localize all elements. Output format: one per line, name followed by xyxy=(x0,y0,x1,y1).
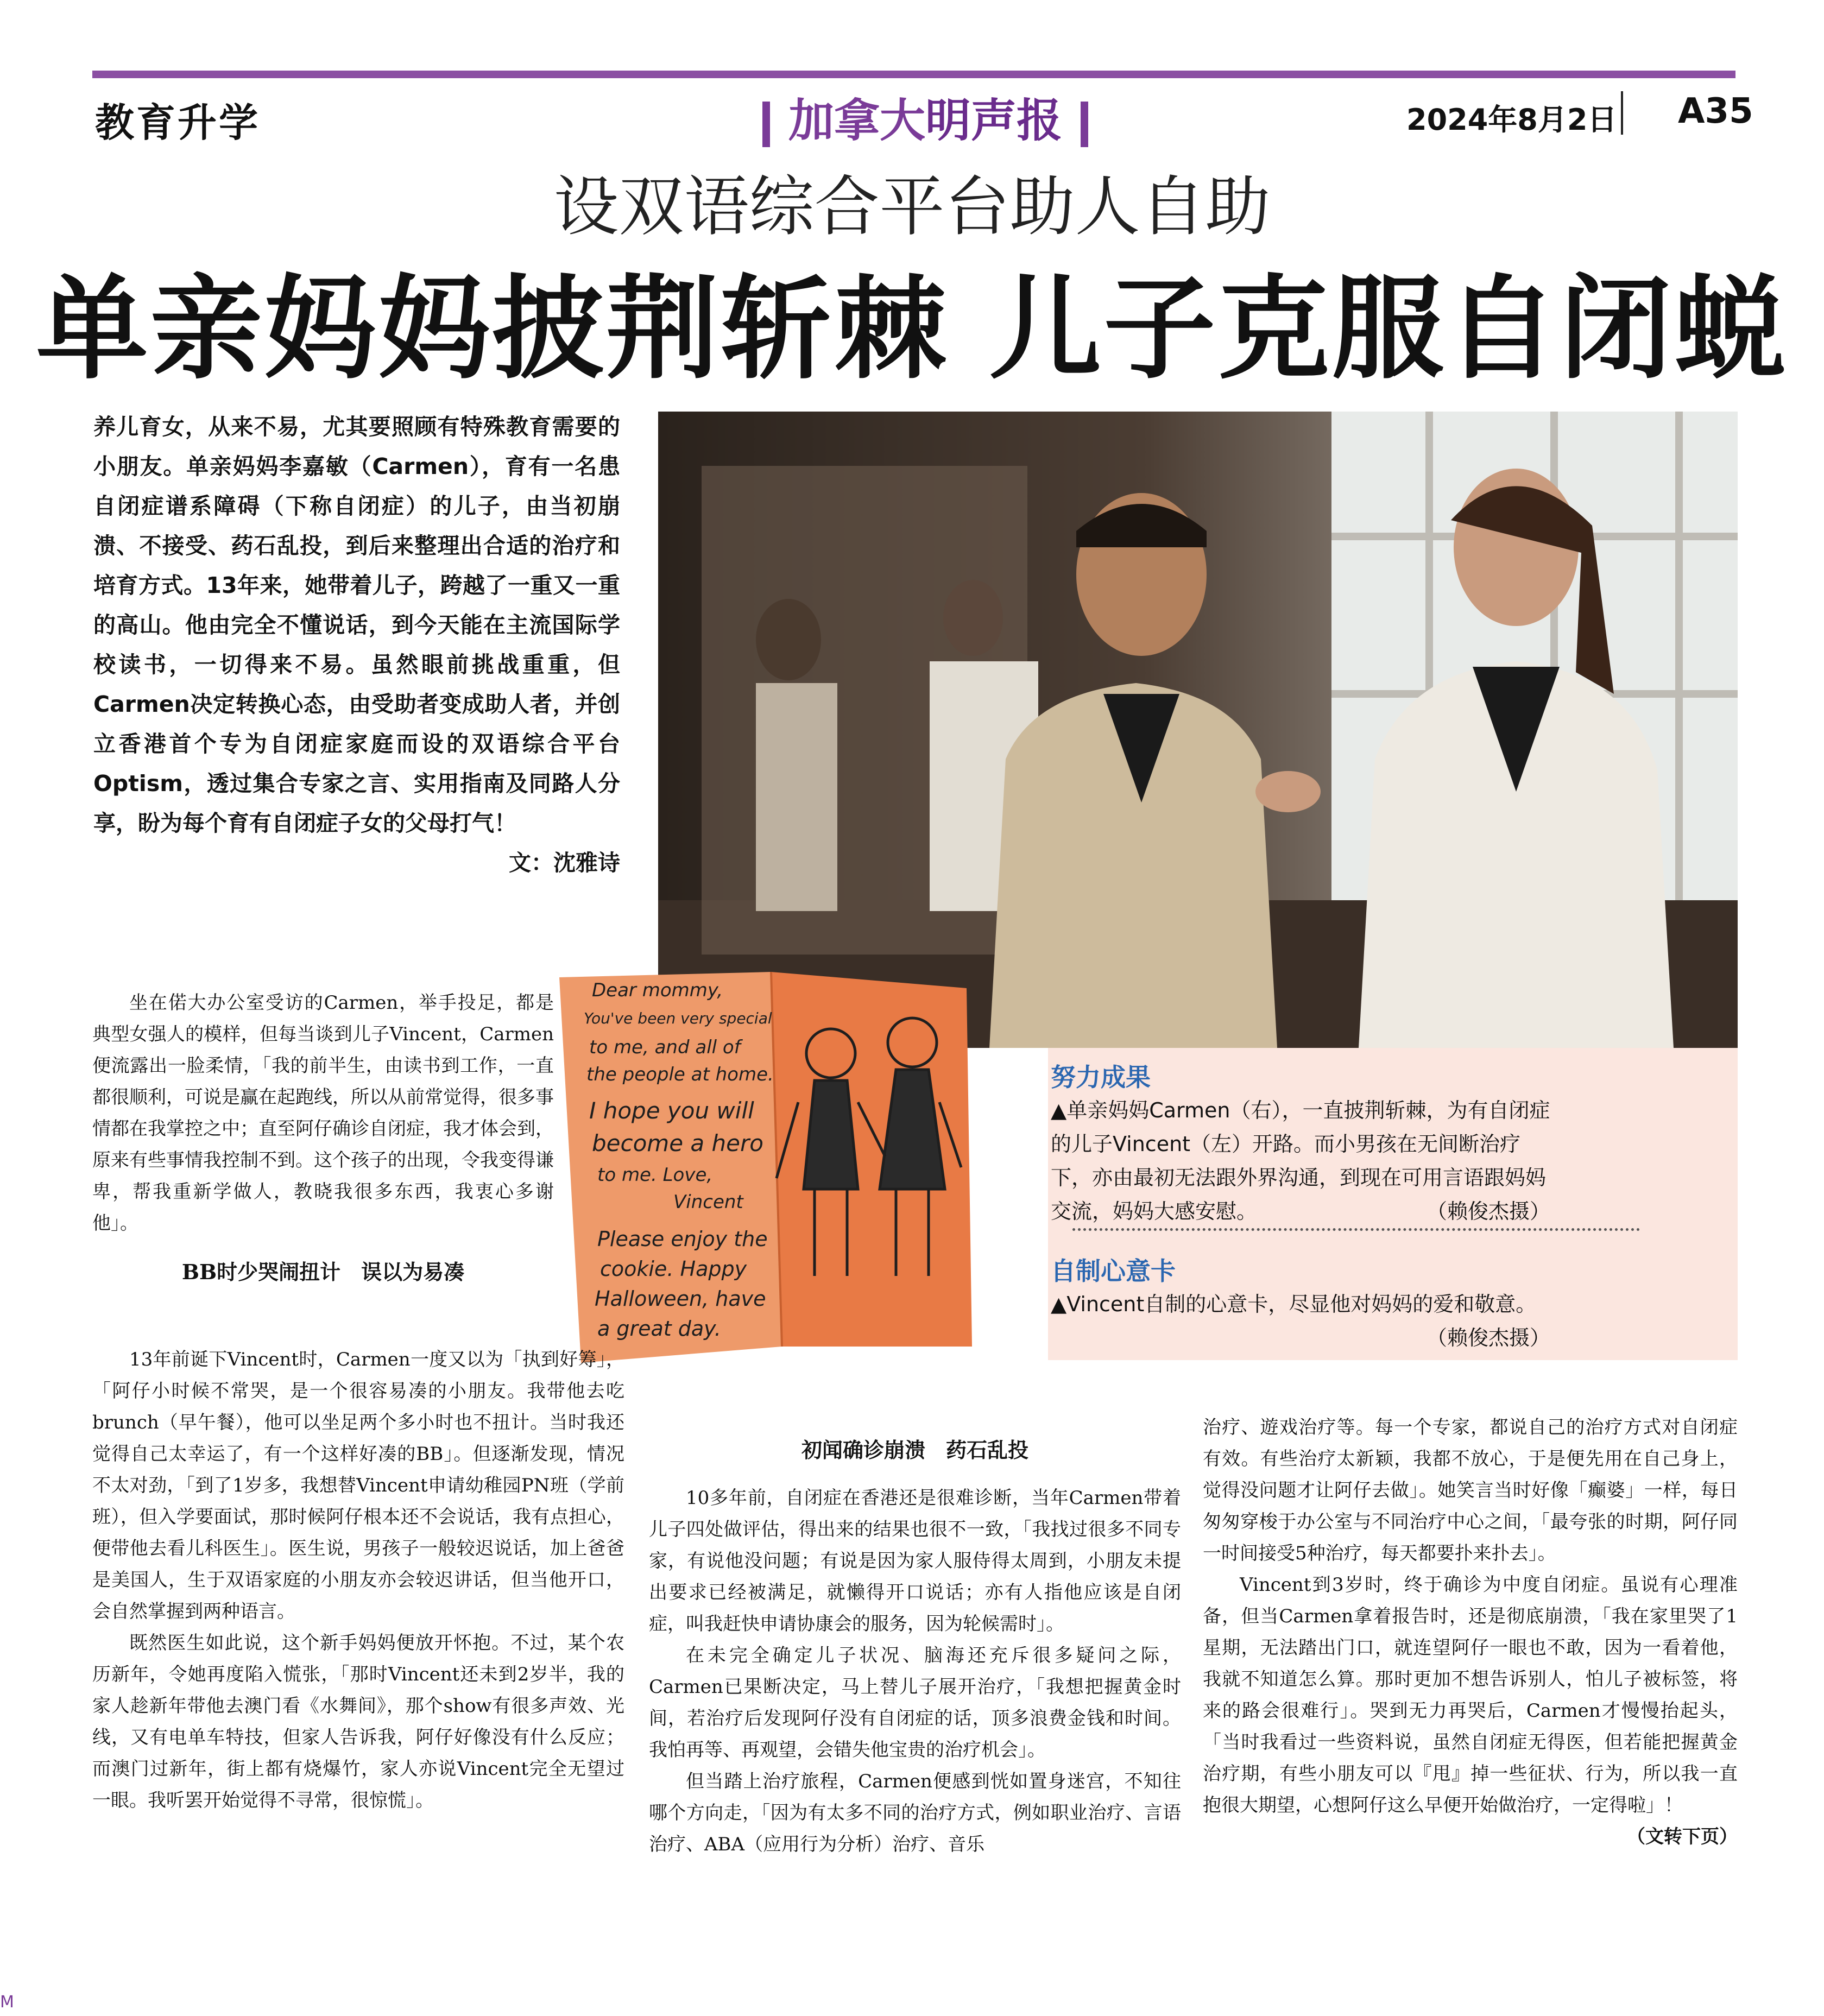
body-paragraph: 治疗、遊戏治疗等。每一个专家，都说自己的治疗方式对自闭症有效。有些治疗太新颖，我都不放心，于是便先用在自己身上，觉得没问题才让阿仔去做」。她笑言当时好像「癫婆」一样，每日匆匆穿梭于办公室与不同治疗中心之间，「最夸张的时期，阿仔同一时间接受5种治疗，每天都要扑来扑去」。 xyxy=(1203,1417,1738,1564)
page-number: A35 xyxy=(1678,91,1753,131)
photo-credit: （赖俊杰摄） xyxy=(1426,1199,1550,1223)
section-title: 教育升学 xyxy=(95,99,261,146)
body-paragraph: Vincent到3岁时，终于确诊为中度自闭症。虽说有心理准备，但当Carmen拿着报告时，还是彻底崩溃，「我在家里哭了1星期，无法踏出门口，就连望阿仔一眼也不敢，因为一看着他，我就不知道怎么算。那时更加不想告诉别人，怕儿子被标签，将来的路会很难行」。哭到无力再哭后，Carmen才慢慢抬起头，「当时我看过一些资料说，虽然自闭症无得医，但若能把握黄金治疗期，有些小朋友可以『甩』掉一些征状、行为，所以我一直抱很大期望，心想阿仔这么早便开始做治疗，一定得啦」！ xyxy=(1203,1574,1738,1816)
continued-note: （文转下页） xyxy=(1627,1826,1738,1848)
card-line: You've been very special xyxy=(584,1009,772,1027)
body-column-1-lower xyxy=(92,1344,624,1816)
masthead-bar-left xyxy=(762,102,770,147)
caption-text xyxy=(1051,1094,1550,1228)
caption-text xyxy=(1051,1287,1550,1350)
article-subtitle: 设双语综合平台助人自助 xyxy=(553,169,1271,245)
handmade-card-image xyxy=(559,972,972,1363)
caption-body: ▲Vincent自制的心意卡，尽显他对妈妈的爱和敬意。 xyxy=(1051,1292,1537,1316)
card-line: Please enjoy the xyxy=(597,1227,768,1251)
card-line: Vincent xyxy=(673,1191,743,1213)
photo-credit: （赖俊杰摄） xyxy=(1426,1326,1550,1350)
header-divider xyxy=(1621,91,1623,135)
card-photo xyxy=(559,972,972,1363)
card-line: the people at home. xyxy=(586,1064,774,1085)
issue-date: 2024年8月2日 xyxy=(1406,103,1617,137)
article-headline: 单亲妈妈披荆斩棘 儿子克服自闭蜕 xyxy=(36,263,1788,394)
author-byline: 文：沈雅诗 xyxy=(509,850,620,876)
card-line: become a hero xyxy=(592,1130,763,1156)
card-line: to me, and all of xyxy=(589,1037,741,1058)
card-line: I hope you will xyxy=(589,1097,754,1124)
masthead xyxy=(744,84,1107,150)
masthead-prefix: 加拿大 xyxy=(788,93,926,147)
body-paragraph: 坐在偌大办公室受访的Carmen，举手投足，都是典型女强人的模样，但每当谈到儿子Vincent，Carmen便流露出一脸柔情，「我的前半生，由读书到工作，一直都很顺利，可说是赢在起跑线，所以从前常觉得，很多事情都在我掌控之中；直至阿仔确诊自闭症，我才体会到，原来有些事情我控制不到。这个孩子的出现，令我变得谦卑，帮我重新学做人，教晓我很多东西，我衷心多谢他」。 xyxy=(92,992,554,1234)
body-column-1 xyxy=(92,987,554,1302)
corner-mark: M xyxy=(0,1993,14,2012)
caption-card-photo xyxy=(1051,1252,1550,1355)
top-rule xyxy=(92,71,1735,78)
subheading: 初闻确诊崩溃 药石乱投 xyxy=(801,1438,1028,1462)
body-paragraph: 在未完全确定儿子状况、脑海还充斥很多疑问之际，Carmen已果断决定，马上替儿子展开治疗，「我想把握黄金时间，若治疗后发现阿仔没有自闭症的话，顶多浪费金钱和时间。我怕再等、再观望，会错失他宝贵的治疗机会」。 xyxy=(649,1645,1181,1761)
masthead-name: 明声报 xyxy=(925,93,1063,147)
card-line: Halloween, have xyxy=(595,1287,766,1311)
body-column-2 xyxy=(649,1482,1181,1860)
caption-title: 努力成果 xyxy=(1051,1063,1151,1092)
caption-title: 自制心意卡 xyxy=(1051,1256,1176,1286)
lede-text: 养儿育女，从来不易，尤其要照顾有特殊教育需要的小朋友。单亲妈妈李嘉敏（Carmen），育有一名患自闭症谱系障碍（下称自闭症）的儿子，由当初崩溃、不接受、药石乱投，到后来整理出合适的治疗和培育方式。13年来，她带着儿子，跨越了一重又一重的高山。他由完全不懂说话，到今天能在主流国际学校读书，一切得来不易。虽然眼前挑战重重，但Carmen决定转换心态，由受助者变成助人者，并创立香港首个专为自闭症家庭而设的双语综合平台Optism，透过集合专家之言、实用指南及同路人分享，盼为每个育有自闭症子女的父母打气！ xyxy=(93,414,620,836)
body-paragraph: 10多年前，自闭症在香港还是很难诊断，当年Carmen带着儿子四处做评估，得出来的结果也很不一致，「我找过很多不同专家，有说他没问题；有说是因为家人服侍得太周到，小朋友未提出要求已经被满足，就懒得开口说话；亦有人指他应该是自闭症，叫我赶快申请协康会的服务，因为轮候需时」。 xyxy=(649,1487,1181,1635)
caption-divider xyxy=(1072,1228,1640,1231)
body-paragraph: 既然医生如此说，这个新手妈妈便放开怀抱。不过，某个农历新年，令她再度陷入慌张，「那时Vincent还未到2岁半，我的家人趁新年带他去澳门看《水舞间》，那个show有很多声效、光线，又有电单车特技，但家人告诉我，阿仔好像没有什么反应；而澳门过新年，街上都有烧爆竹，家人亦说Vincent完全无望过一眼。我听罢开始觉得不寻常，很惊慌」。 xyxy=(92,1632,624,1811)
card-line: to me. Love, xyxy=(597,1164,713,1186)
caption-body: ▲单亲妈妈Carmen（右），一直披荆斩棘，为有自闭症的儿子Vincent（左）开路。而小男孩在无间断治疗下，亦由最初无法跟外界沟通，到现在可用言语跟妈妈交流，妈妈大感安慰。 xyxy=(1051,1098,1550,1223)
card-line: cookie. Happy xyxy=(600,1257,747,1281)
photo-mother-son xyxy=(658,412,1738,1048)
main-photo xyxy=(658,412,1738,1048)
body-paragraph: 13年前诞下Vincent时，Carmen一度又以为「执到好筹」，「阿仔小时候不常哭，是一个很容易凑的小朋友。我带他去吃brunch（早午餐），他可以坐足两个多小时也不扭计。当时我还觉得自己太幸运了，有一个这样好凑的BB」。但逐渐发现，情况不太对劲，「到了1岁多，我想替Vincent申请幼稚园PN班（学前班），但入学要面试，那时候阿仔根本还不会说话，我有点担心，便带他去看儿科医生」。医生说，男孩子一般较迟说话，加上爸爸是美国人，生于双语家庭的小朋友亦会较迟讲话，但当他开口，会自然掌握到两种语言。 xyxy=(92,1349,624,1622)
card-line: Dear mommy, xyxy=(592,979,723,1001)
body-column-3 xyxy=(1203,1412,1738,1853)
card-line: a great day. xyxy=(597,1317,721,1341)
masthead-bar-right xyxy=(1081,102,1088,147)
subheading: BB时少哭闹扭计 误以为易凑 xyxy=(181,1260,465,1284)
lede-paragraph xyxy=(93,407,620,883)
body-paragraph: 但当踏上治疗旅程，Carmen便感到恍如置身迷宫，不知往哪个方向走，「因为有太多不同的治疗方式，例如职业治疗、言语治疗、ABA（应用行为分析）治疗、音乐 xyxy=(649,1771,1181,1855)
caption-main-photo xyxy=(1051,1058,1550,1228)
